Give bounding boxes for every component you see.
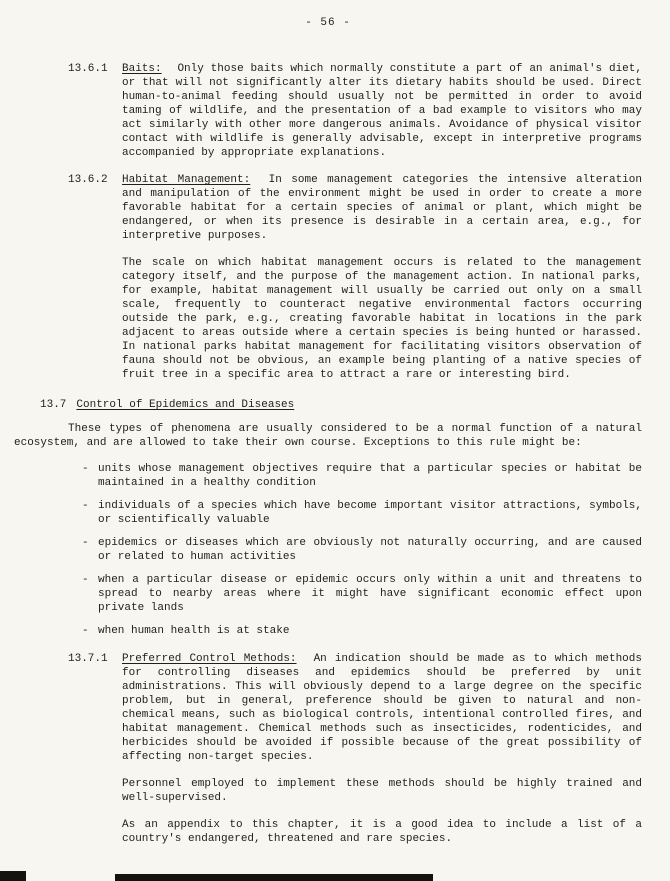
scan-artifact: [115, 874, 433, 881]
bullet-item: [82, 573, 642, 615]
paragraph: [122, 62, 642, 160]
paragraph-text: The scale on which habitat management occurs is related to the management category itself, and the purpose of the management action. In national parks, for example, habitat management will usually be carried out only on a small scale, frequently to counteract negative environmental factors occurring outside the park, e.g., creating favorable habitat in locations in the park adjacent to areas outside where a certain species is being hunted or harassed. In national parks habitat management for facilitating visitors observation of fauna should not be obvious, an example being planting of a native species of fruit tree in a specific area to attract a rare or interesting bird.: [122, 257, 642, 381]
paragraph: [122, 173, 642, 243]
section-13-7-heading: [40, 398, 642, 412]
section-title: Preferred Control Methods:: [122, 653, 297, 665]
bullet-text: when human health is at stake: [98, 625, 290, 637]
paragraph: These types of phenomena are usually considered to be a normal function of a natural ecosystem, and are allowed to take their own course. Exceptions to this rule might be:: [14, 423, 642, 449]
section-body: [122, 173, 642, 382]
bullet-item: [82, 462, 642, 490]
section-title: Baits:: [122, 63, 162, 75]
scan-artifact: [0, 871, 26, 881]
paragraph: [122, 777, 642, 805]
bullet-text: when a particular disease or epidemic occurs only within a unit and threatens to spread to nearby areas where it might have significant economic effect upon private lands: [98, 574, 642, 614]
section-13-6-2: [68, 173, 642, 382]
paragraph-text: In some management categories the intensive alteration and manipulation of the environment might be used in order to create a more favorable habitat for a certain species of animal or plant, which might be endangered, or when its presence is desirable in a certain area, e.g., for interpretive purposes.: [122, 174, 642, 242]
section-13-7-1: [68, 652, 642, 846]
bullet-marker: -: [82, 574, 89, 586]
section-number: 13.6.2: [68, 174, 108, 186]
section-title: Control of Epidemics and Diseases: [76, 399, 295, 411]
bullet-marker: -: [82, 537, 89, 549]
bullet-item: [82, 499, 642, 527]
bullet-item: [82, 536, 642, 564]
bullet-text: units whose management objectives require that a particular species or habitat be maintained in a healthy condition: [98, 463, 642, 489]
paragraph-text: Personnel employed to implement these methods should be highly trained and well-supervised.: [122, 778, 642, 804]
section-number: 13.7.1: [68, 653, 108, 665]
section-body: [122, 652, 642, 846]
bullet-marker: -: [82, 625, 89, 637]
page-number: - 56 -: [305, 17, 351, 29]
section-13-6-1: [68, 62, 642, 160]
paragraph-text: As an appendix to this chapter, it is a good idea to include a list of a country's endangered, threatened and rare species.: [122, 819, 642, 845]
bullet-marker: -: [82, 463, 89, 475]
bullet-marker: -: [82, 500, 89, 512]
paragraph: [122, 652, 642, 764]
bullet-text: epidemics or diseases which are obviously not naturally occurring, and are caused or related to human activities: [98, 537, 642, 563]
paragraph: [122, 256, 642, 382]
bullet-list: [82, 462, 642, 638]
section-body: [122, 62, 642, 160]
bullet-text: individuals of a species which have become important visitor attractions, symbols, or scientifically valuable: [98, 500, 642, 526]
paragraph-text: An indication should be made as to which methods for controlling diseases and epidemics should be preferred by unit administrations. This will obviously depend to a large degree on the specific problem, but in general, preference should be given to natural and non-chemical means, such as biological controls, intentional controlled fires, and habitat management. Chemical methods such as insecticides, rodenticides, and herbicides should be avoided if possible because of the great possibility of affecting non-target species.: [122, 653, 642, 763]
section-number: 13.7: [40, 399, 67, 411]
section-title: Habitat Management:: [122, 174, 251, 186]
paragraph-text: Only those baits which normally constitute a part of an animal's diet, or that will not significantly alter its dietary habits should be used. Direct human-to-animal feeding should usually not be permitted in order to avoid taming of wildlife, and the presentation of a bad example to visitors who may act similarly with other more dangerous animals. Avoidance of physical visitor contact with wildlife is generally advisable, except in interpretive programs accompanied by appropriate explanations.: [122, 63, 642, 159]
bullet-item: [82, 624, 642, 638]
section-number: 13.6.1: [68, 63, 108, 75]
paragraph: [122, 818, 642, 846]
